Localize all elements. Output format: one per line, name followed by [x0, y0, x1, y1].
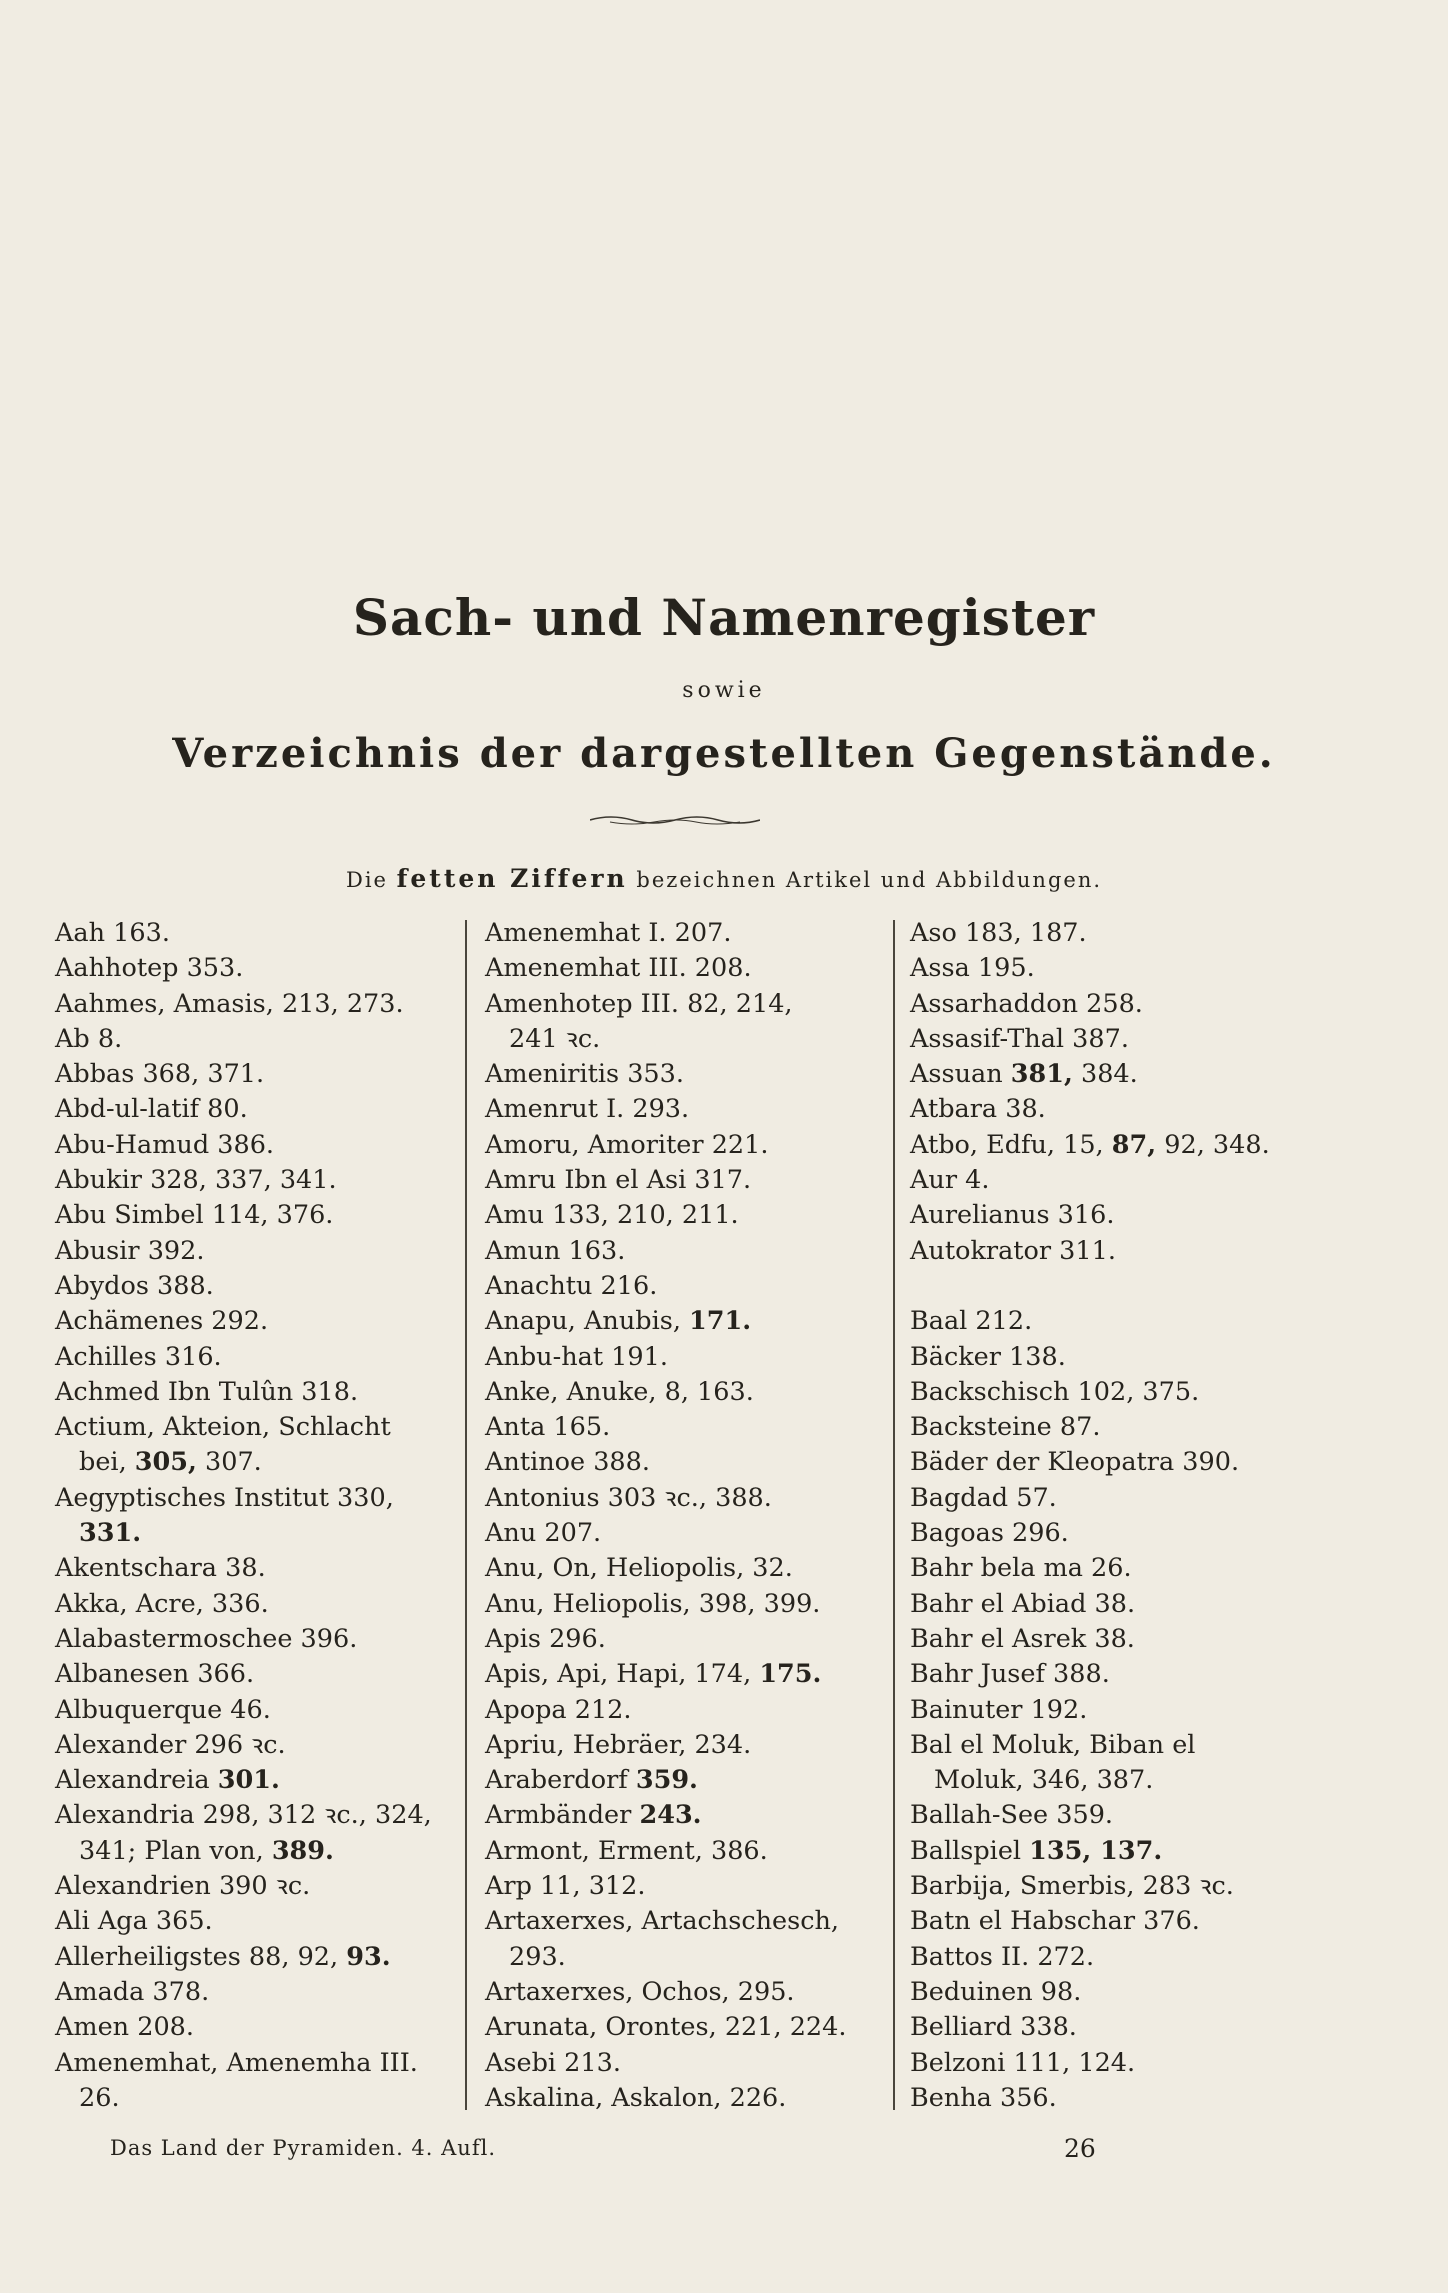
entry-text: Anbu-hat 191.	[485, 1341, 668, 1372]
entry-text: Anu 207.	[485, 1518, 602, 1549]
index-entry	[55, 1657, 432, 1692]
entry-text: Armont, Erment, 386.	[485, 1835, 768, 1866]
index-entry	[910, 1445, 1270, 1480]
entry-text: Allerheiligstes 88, 92,	[55, 1941, 347, 1972]
index-entry	[910, 2010, 1270, 2045]
entry-text: Bahr Jusef 388.	[910, 1659, 1110, 1690]
index-entry	[55, 1940, 432, 1975]
index-entry	[910, 1481, 1270, 1516]
index-entry	[485, 916, 846, 951]
index-entry	[485, 1551, 846, 1586]
entry-text: Armbänder	[485, 1800, 640, 1831]
index-entry	[910, 1092, 1270, 1127]
index-entry	[485, 1481, 846, 1516]
entry-text: Amada 378.	[55, 1976, 210, 2007]
entry-text: Abd-ul-latif 80.	[55, 1094, 248, 1125]
entry-text: Bagoas 296.	[910, 1518, 1069, 1549]
index-entry	[485, 1587, 846, 1622]
entry-text: Araberdorf	[485, 1765, 636, 1796]
entry-text: Anu, Heliopolis, 398, 399.	[485, 1588, 821, 1619]
index-entry	[55, 1269, 432, 1304]
index-entry	[55, 1551, 432, 1586]
index-entry	[55, 1304, 432, 1339]
entry-text: Bäder der Kleopatra 390.	[910, 1447, 1240, 1478]
index-entry	[55, 1587, 432, 1622]
entry-text-suffix: 307.	[196, 1447, 262, 1478]
index-entry	[910, 1904, 1270, 1939]
page-subtitle: Verzeichnis der dargestellten Gegenstände.	[172, 730, 1276, 777]
entry-text: Aegyptisches Institut 330,	[55, 1482, 394, 1513]
entry-text: Moluk, 346, 387.	[934, 1765, 1154, 1796]
entry-text: Amenhotep III. 82, 214,	[485, 988, 793, 1019]
index-entry	[485, 1940, 846, 1975]
entry-text: Belzoni 111, 124.	[910, 2047, 1136, 2078]
index-entry	[910, 951, 1270, 986]
index-entry	[485, 1375, 846, 1410]
index-entry	[485, 1092, 846, 1127]
index-entry	[485, 1410, 846, 1445]
index-column-1	[55, 916, 432, 2116]
index-entry	[55, 1693, 432, 1728]
entry-text: 341; Plan von,	[79, 1835, 272, 1866]
entry-text: Amen 208.	[55, 2012, 194, 2043]
entry-text: Bahr el Asrek 38.	[910, 1623, 1135, 1654]
entry-text: Ballah-See 359.	[910, 1800, 1114, 1831]
index-entry	[910, 1340, 1270, 1375]
index-entry	[485, 1304, 846, 1339]
index-entry	[55, 1375, 432, 1410]
index-entry	[910, 1022, 1270, 1057]
entry-text: Backschisch 102, 375.	[910, 1376, 1200, 1407]
index-entry	[55, 951, 432, 986]
index-entry	[55, 1798, 432, 1833]
page-number: 26	[1064, 2134, 1096, 2163]
entry-text: Actium, Akteion, Schlacht	[55, 1412, 391, 1443]
entry-text: Batn el Habschar 376.	[910, 1906, 1200, 1937]
entry-bold-ref: 331.	[79, 1518, 142, 1549]
entry-text: Anu, On, Heliopolis, 32.	[485, 1553, 793, 1584]
entry-text: Aurelianus 316.	[910, 1200, 1115, 1231]
entry-text: Anta 165.	[485, 1412, 611, 1443]
entry-text: Aahhotep 353.	[55, 953, 244, 984]
entry-text: Assasif-Thal 387.	[910, 1023, 1129, 1054]
entry-text: Bal el Moluk, Biban el	[910, 1729, 1196, 1760]
entry-bold-ref: 305,	[134, 1447, 197, 1478]
entry-text: Amenemhat, Amenemha III.	[55, 2047, 418, 2078]
entry-bold-ref: 243.	[639, 1800, 702, 1831]
index-entry	[55, 1869, 432, 1904]
index-entry	[910, 1869, 1270, 1904]
title-connector: sowie	[682, 678, 766, 703]
index-entry	[910, 987, 1270, 1022]
entry-text: Aahmes, Amasis, 213, 273.	[55, 988, 404, 1019]
index-entry	[485, 1234, 846, 1269]
index-entry	[910, 2046, 1270, 2081]
index-entry	[485, 1516, 846, 1551]
index-entry	[55, 1834, 432, 1869]
index-entry	[485, 1763, 846, 1798]
index-entry	[910, 1940, 1270, 1975]
index-entry	[485, 1622, 846, 1657]
index-entry	[910, 1269, 1270, 1304]
entry-text: Apriu, Hebräer, 234.	[485, 1729, 752, 1760]
entry-text: Apopa 212.	[485, 1694, 632, 1725]
entry-text: Assuan	[910, 1059, 1011, 1090]
index-entry	[55, 1904, 432, 1939]
entry-text: Albanesen 366.	[55, 1659, 255, 1690]
index-entry	[485, 1798, 846, 1833]
index-entry	[55, 1410, 432, 1445]
column-rule-left	[465, 920, 467, 2110]
entry-bold-ref: 93.	[346, 1941, 391, 1972]
index-entry	[910, 1798, 1270, 1833]
index-entry	[485, 1340, 846, 1375]
column-rule-right	[893, 920, 895, 2110]
entry-text: Benha 356.	[910, 2082, 1057, 2113]
ornament-divider	[590, 810, 760, 830]
index-column-2	[485, 916, 846, 2116]
index-entry	[55, 1163, 432, 1198]
entry-text: Apis, Api, Hapi, 174,	[485, 1659, 760, 1690]
index-entry	[910, 1551, 1270, 1586]
index-entry	[910, 1622, 1270, 1657]
entry-text: Bahr bela ma 26.	[910, 1553, 1132, 1584]
entry-text: Bäcker 138.	[910, 1341, 1066, 1372]
entry-text: Asebi 213.	[485, 2047, 621, 2078]
index-entry	[55, 2081, 432, 2116]
entry-bold-ref: 87,	[1111, 1129, 1157, 1160]
entry-bold-ref: 135, 137.	[1029, 1835, 1163, 1866]
entry-text: Albuquerque 46.	[55, 1694, 271, 1725]
entry-text: Alexandria 298, 312 ꝛc., 324,	[55, 1800, 432, 1831]
index-entry	[485, 1198, 846, 1233]
entry-text: Amenemhat I. 207.	[485, 918, 732, 948]
index-entry	[485, 951, 846, 986]
entry-text: Amoru, Amoriter 221.	[485, 1129, 769, 1160]
entry-text: Alexandrien 390 ꝛc.	[55, 1871, 311, 1902]
index-entry	[55, 1728, 432, 1763]
index-entry	[55, 1516, 432, 1551]
index-entry	[910, 1198, 1270, 1233]
entry-text: Antinoe 388.	[485, 1447, 650, 1478]
index-entry	[910, 1516, 1270, 1551]
index-entry	[910, 1304, 1270, 1339]
entry-text: 241 ꝛc.	[509, 1023, 601, 1054]
index-entry	[55, 1057, 432, 1092]
legend-note-prefix: Die	[345, 868, 397, 892]
entry-text: Artaxerxes, Ochos, 295.	[485, 1976, 795, 2007]
index-entry	[485, 2046, 846, 2081]
entry-text: Achilles 316.	[55, 1341, 222, 1372]
legend-note-suffix: bezeichnen Artikel und Abbildungen.	[627, 868, 1103, 892]
entry-text: Beduinen 98.	[910, 1976, 1082, 2007]
entry-text: Baal 212.	[910, 1306, 1033, 1337]
index-entry	[55, 916, 432, 951]
entry-text: Battos II. 272.	[910, 1941, 1095, 1972]
entry-text: Aah 163.	[55, 918, 170, 948]
index-entry	[910, 1834, 1270, 1869]
index-entry	[485, 987, 846, 1022]
index-entry	[55, 1022, 432, 1057]
index-entry	[910, 1728, 1270, 1763]
entry-bold-ref: 359.	[635, 1765, 698, 1796]
index-entry	[910, 1975, 1270, 2010]
index-entry	[55, 1481, 432, 1516]
entry-text: Amu 133, 210, 211.	[485, 1200, 739, 1231]
entry-text: Barbija, Smerbis, 283 ꝛc.	[910, 1871, 1234, 1902]
index-entry	[485, 1445, 846, 1480]
entry-text: Ameniritis 353.	[485, 1059, 684, 1090]
entry-bold-ref: 171.	[689, 1306, 752, 1337]
index-entry	[485, 1975, 846, 2010]
index-entry	[910, 2081, 1270, 2116]
index-entry	[485, 2081, 846, 2116]
entry-text: Askalina, Askalon, 226.	[485, 2082, 787, 2113]
entry-text: Abu-Hamud 386.	[55, 1129, 275, 1160]
entry-text: Akka, Acre, 336.	[55, 1588, 269, 1619]
entry-text: Ballspiel	[910, 1835, 1030, 1866]
index-entry	[910, 1163, 1270, 1198]
index-entry	[910, 1057, 1270, 1092]
entry-text: Anapu, Anubis,	[485, 1306, 690, 1337]
entry-text: Atbo, Edfu, 15,	[910, 1129, 1112, 1160]
entry-text: Abusir 392.	[55, 1235, 205, 1266]
index-entry	[485, 1834, 846, 1869]
entry-bold-ref: 301.	[217, 1765, 280, 1796]
entry-text: 26.	[79, 2082, 120, 2113]
entry-text: Bahr el Abiad 38.	[910, 1588, 1136, 1619]
entry-text: Assa 195.	[910, 953, 1035, 984]
entry-text: Amun 163.	[485, 1235, 626, 1266]
index-entry	[910, 1587, 1270, 1622]
index-entry	[485, 1163, 846, 1198]
legend-note	[0, 864, 1448, 893]
index-entry	[55, 987, 432, 1022]
index-entry	[55, 1198, 432, 1233]
entry-text: Antonius 303 ꝛc., 388.	[485, 1482, 772, 1513]
footer-book-title: Das Land der Pyramiden. 4. Aufl.	[110, 2136, 496, 2160]
index-entry	[485, 1728, 846, 1763]
entry-text: Alabastermoschee 396.	[55, 1623, 358, 1654]
entry-text: Arp 11, 312.	[485, 1871, 646, 1902]
entry-text: Belliard 338.	[910, 2012, 1077, 2043]
entry-text: Backsteine 87.	[910, 1412, 1101, 1443]
index-entry	[55, 1340, 432, 1375]
index-entry	[485, 1869, 846, 1904]
index-entry	[55, 2010, 432, 2045]
entry-text: 293.	[509, 1941, 566, 1972]
entry-text: Ab 8.	[55, 1023, 123, 1054]
entry-text: Autokrator 311.	[910, 1235, 1116, 1266]
entry-bold-ref: 389.	[271, 1835, 334, 1866]
index-entry	[485, 1904, 846, 1939]
entry-text: Aur 4.	[910, 1165, 990, 1196]
entry-text-suffix: 92, 348.	[1156, 1129, 1270, 1160]
entry-text: Amenrut I. 293.	[485, 1094, 690, 1125]
entry-text: Artaxerxes, Artachschesch,	[485, 1906, 840, 1937]
index-entry	[485, 1269, 846, 1304]
legend-note-emphasis: fetten Ziffern	[396, 864, 628, 893]
index-entry	[55, 1622, 432, 1657]
index-entry	[910, 1657, 1270, 1692]
entry-text: Achämenes 292.	[55, 1306, 269, 1337]
entry-text: Ali Aga 365.	[55, 1906, 213, 1937]
index-entry	[55, 1128, 432, 1163]
entry-text: Abydos 388.	[55, 1270, 214, 1301]
entry-text: Aso 183, 187.	[910, 918, 1087, 948]
index-entry	[485, 1693, 846, 1728]
index-entry	[55, 1092, 432, 1127]
entry-text: Akentschara 38.	[55, 1553, 266, 1584]
index-entry	[55, 1763, 432, 1798]
entry-text: Alexander 296 ꝛc.	[55, 1729, 286, 1760]
index-column-3	[910, 916, 1270, 2116]
entry-text: Arunata, Orontes, 221, 224.	[485, 2012, 847, 2043]
index-entry	[910, 916, 1270, 951]
entry-text: Amenemhat III. 208.	[485, 953, 752, 984]
entry-bold-ref: 381,	[1010, 1059, 1073, 1090]
entry-text: Alexandreia	[55, 1765, 218, 1796]
index-entry	[910, 1128, 1270, 1163]
index-entry	[910, 1763, 1270, 1798]
entry-text: Anke, Anuke, 8, 163.	[485, 1376, 754, 1407]
entry-text: bei,	[79, 1447, 135, 1478]
entry-text: Abu Simbel 114, 376.	[55, 1200, 334, 1231]
index-entry	[55, 1975, 432, 2010]
index-entry	[55, 2046, 432, 2081]
index-entry	[485, 2010, 846, 2045]
index-entry	[485, 1057, 846, 1092]
entry-text-suffix: 384.	[1072, 1059, 1138, 1090]
entry-text: Bagdad 57.	[910, 1482, 1057, 1513]
index-entry	[485, 1657, 846, 1692]
index-entry	[55, 1445, 432, 1480]
entry-text: Bainuter 192.	[910, 1694, 1088, 1725]
index-entry	[485, 1022, 846, 1057]
page-title: Sach- und Namenregister	[352, 588, 1096, 647]
index-entry	[910, 1375, 1270, 1410]
entry-text: Amru Ibn el Asi 317.	[485, 1165, 752, 1196]
index-entry	[910, 1234, 1270, 1269]
entry-text: Apis 296.	[485, 1623, 606, 1654]
index-entry	[910, 1410, 1270, 1445]
entry-text: Assarhaddon 258.	[910, 988, 1143, 1019]
entry-text: Abukir 328, 337, 341.	[55, 1165, 337, 1196]
entry-text: Abbas 368, 371.	[55, 1059, 265, 1090]
entry-text: Anachtu 216.	[485, 1270, 658, 1301]
index-entry	[910, 1693, 1270, 1728]
entry-text: Achmed Ibn Tulûn 318.	[55, 1376, 359, 1407]
entry-bold-ref: 175.	[759, 1659, 822, 1690]
entry-text: Atbara 38.	[910, 1094, 1046, 1125]
index-entry	[55, 1234, 432, 1269]
index-entry	[485, 1128, 846, 1163]
